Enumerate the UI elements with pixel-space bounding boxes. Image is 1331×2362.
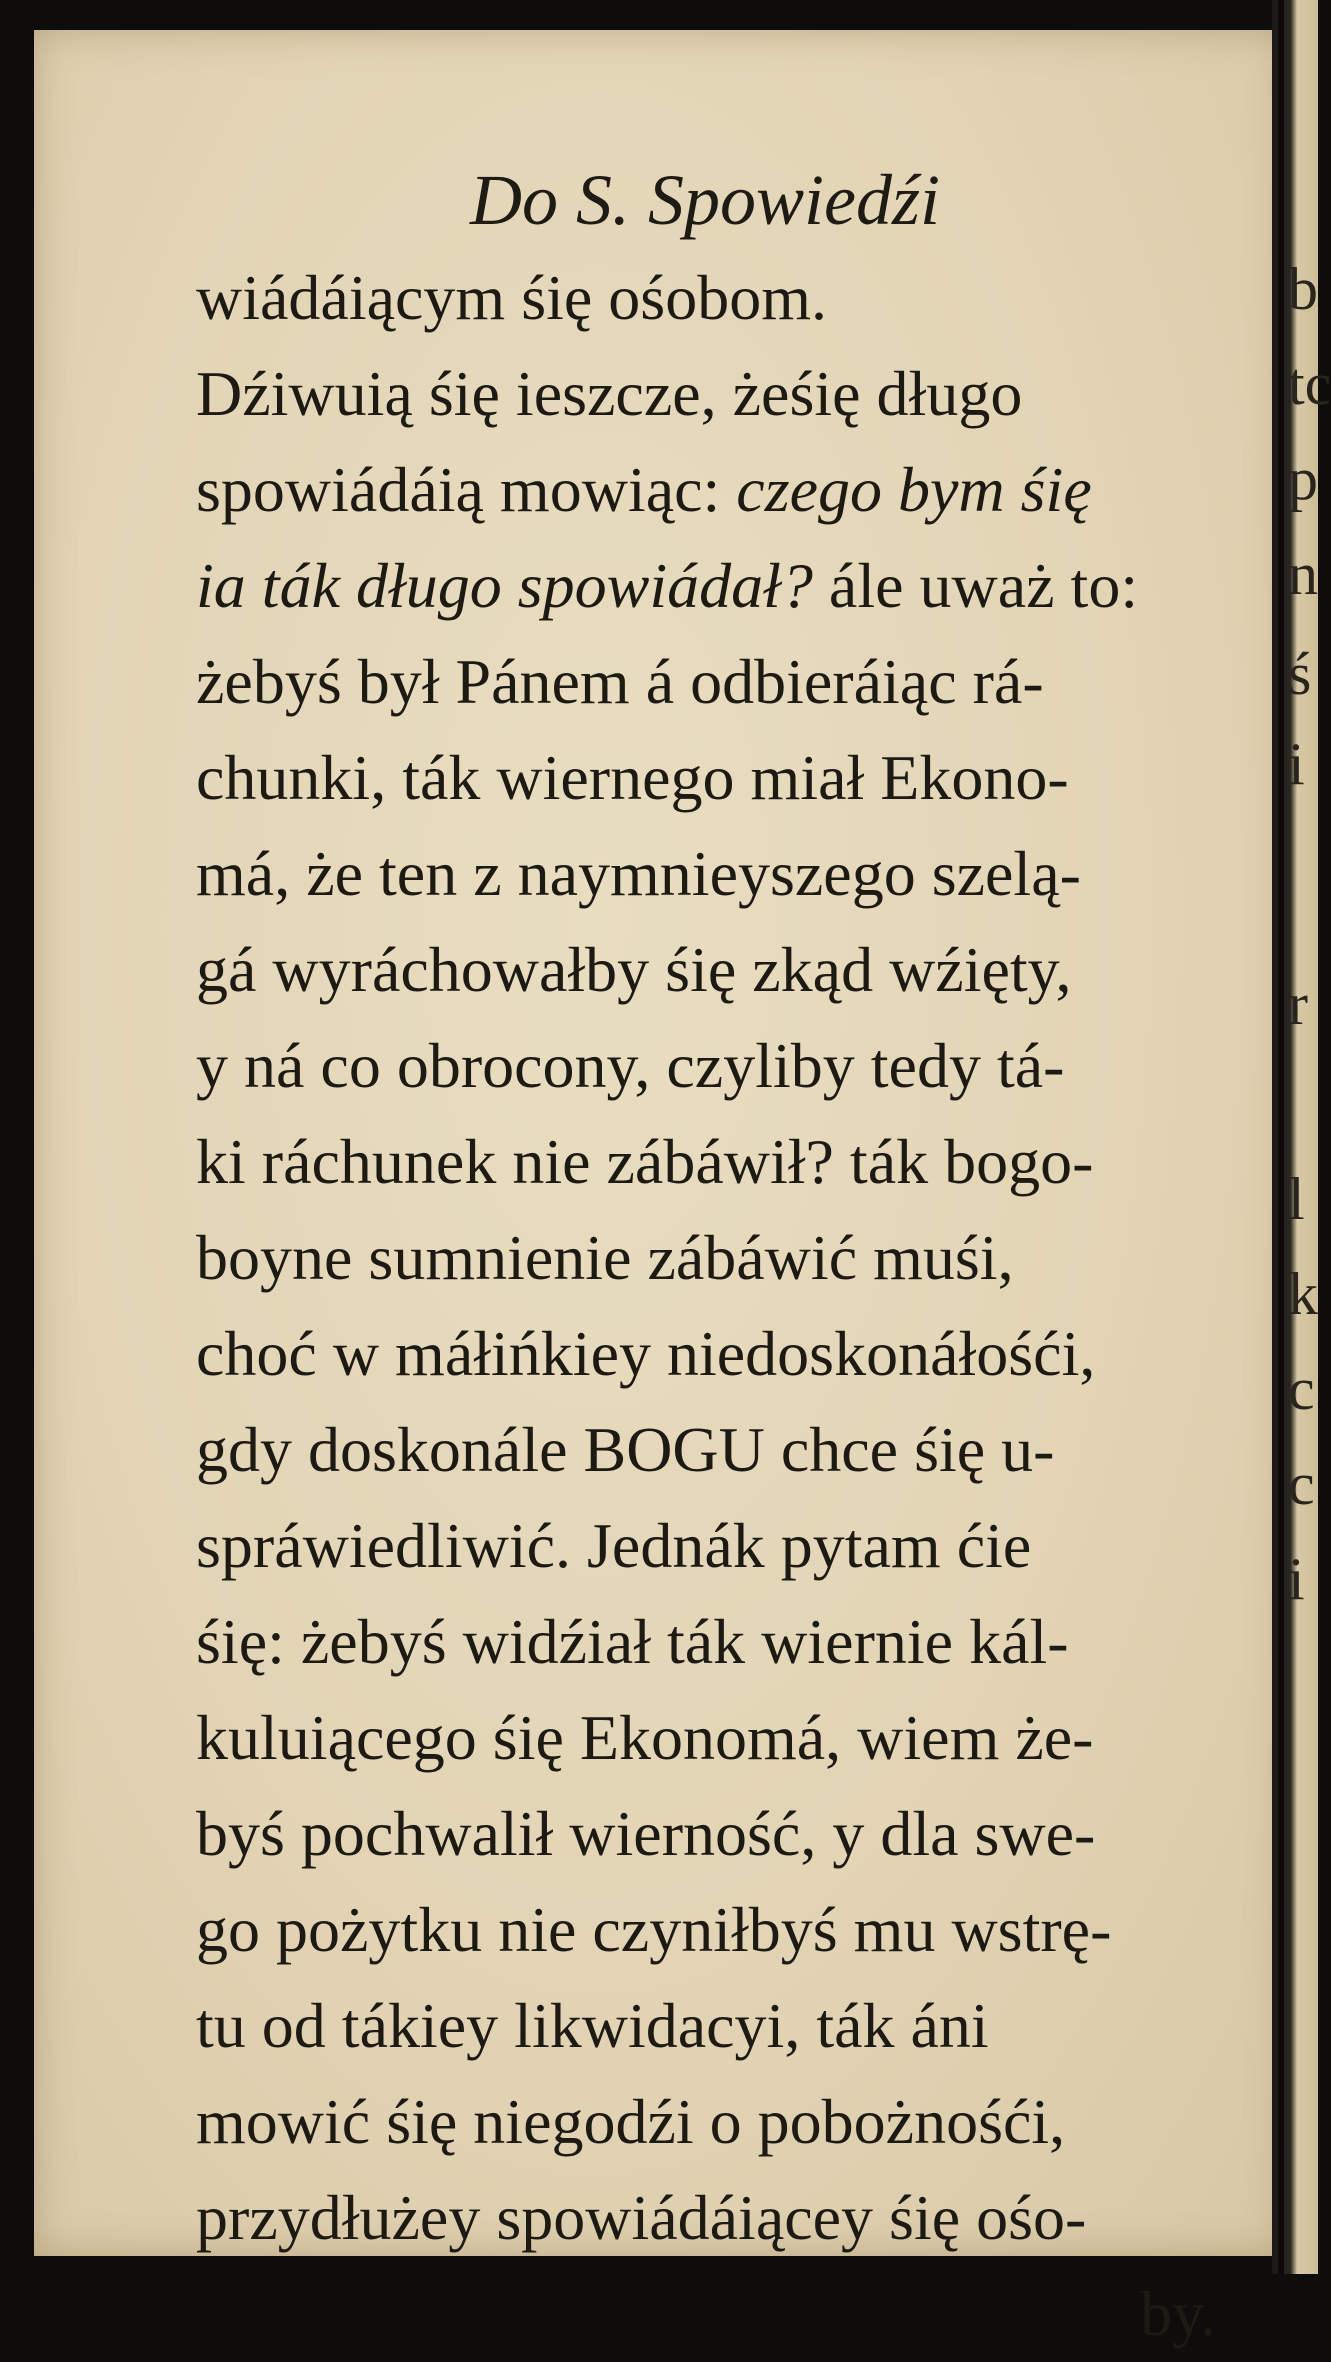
gutter-fold-shadow <box>1278 0 1284 2274</box>
text-segment: spowiádáią mowiąc: <box>196 454 737 525</box>
text-segment: ále uważ to: <box>812 550 1139 621</box>
text-segment: kuluiącego śię Ekonomá, wiem że- <box>196 1702 1094 1773</box>
text-line <box>196 538 1276 634</box>
adjacent-page-fragment: p <box>1288 446 1318 512</box>
text-segment: byś pochwalił wierność, y dla swe- <box>196 1798 1096 1869</box>
text-line <box>196 1498 1276 1594</box>
text-line <box>196 730 1276 826</box>
text-segment: má, że ten z naymnieyszego szelą- <box>196 838 1081 909</box>
adjacent-page-fragment: tc <box>1288 351 1331 417</box>
adjacent-page-fragment: c <box>1288 1451 1315 1517</box>
text-segment: gá wyráchowałby śię zkąd wźięty, <box>196 934 1072 1005</box>
text-segment: tu od tákiey likwidacyi, ták áni <box>196 1990 989 2061</box>
text-line <box>196 1210 1276 1306</box>
text-line <box>196 826 1276 922</box>
text-segment: śię: żebyś widźiał ták wiernie kál- <box>196 1606 1069 1677</box>
text-line <box>196 2074 1276 2170</box>
text-line <box>196 1306 1276 1402</box>
text-line <box>196 442 1276 538</box>
text-segment: boyne sumnienie zábáwić muśi, <box>196 1222 1014 1293</box>
text-line <box>196 1018 1276 1114</box>
text-segment: gdy doskonále BOGU chce śię u- <box>196 1414 1055 1485</box>
text-segment: żebyś był Pánem á odbieráiąc rá- <box>196 646 1044 717</box>
text-line <box>196 634 1276 730</box>
text-line <box>196 1690 1276 1786</box>
text-line <box>196 250 1276 346</box>
text-segment: ki ráchunek nie zábáwił? ták bogo- <box>196 1126 1094 1197</box>
text-segment: spráwiedliwić. Jednák pytam ćie <box>196 1510 1032 1581</box>
text-segment: wiádáiącym śię ośobom. <box>196 262 827 333</box>
adjacent-page-fragment: n <box>1288 541 1318 607</box>
text-segment: go pożytku nie czyniłbyś mu wstrę- <box>196 1894 1112 1965</box>
text-line <box>196 2170 1276 2266</box>
text-segment: ia ták długo spowiádał? <box>196 550 813 621</box>
adjacent-page-fragment: r <box>1288 971 1308 1037</box>
adjacent-page-fragment: ś <box>1288 641 1312 707</box>
text-segment: Dźiwuią śię ieszcze, żeśię długo <box>196 358 1023 429</box>
catchword: by. <box>1140 2278 1216 2349</box>
adjacent-page-fragment: k <box>1288 1261 1318 1327</box>
text-segment: y ná co obrocony, czyliby tedy tá- <box>196 1030 1065 1101</box>
text-segment: mowić śię niegodźi o pobożnośći, <box>196 2086 1066 2157</box>
text-segment: choć w máłińkiey niedoskonáłośći, <box>196 1318 1096 1389</box>
text-segment: czego bym śię <box>736 454 1092 525</box>
adjacent-page-fragment: i <box>1288 1546 1305 1612</box>
adjacent-page-fragment: i <box>1288 731 1305 797</box>
adjacent-page-fragment: b <box>1288 256 1318 322</box>
adjacent-page-fragment: l <box>1288 1166 1305 1232</box>
running-head: Do S. Spowiedźi <box>470 160 941 240</box>
text-segment: przydłużey spowiádáiącey śię ośo- <box>196 2182 1087 2253</box>
text-line <box>196 922 1276 1018</box>
body-text <box>196 250 1276 2362</box>
text-line <box>196 1402 1276 1498</box>
text-line <box>196 1114 1276 1210</box>
text-line <box>196 1882 1276 1978</box>
text-line <box>196 1978 1276 2074</box>
text-segment: chunki, ták wiernego miał Ekono- <box>196 742 1069 813</box>
adjacent-page-fragment: c <box>1288 1356 1315 1422</box>
text-line <box>196 1594 1276 1690</box>
text-line <box>196 1786 1276 1882</box>
text-line <box>196 346 1276 442</box>
